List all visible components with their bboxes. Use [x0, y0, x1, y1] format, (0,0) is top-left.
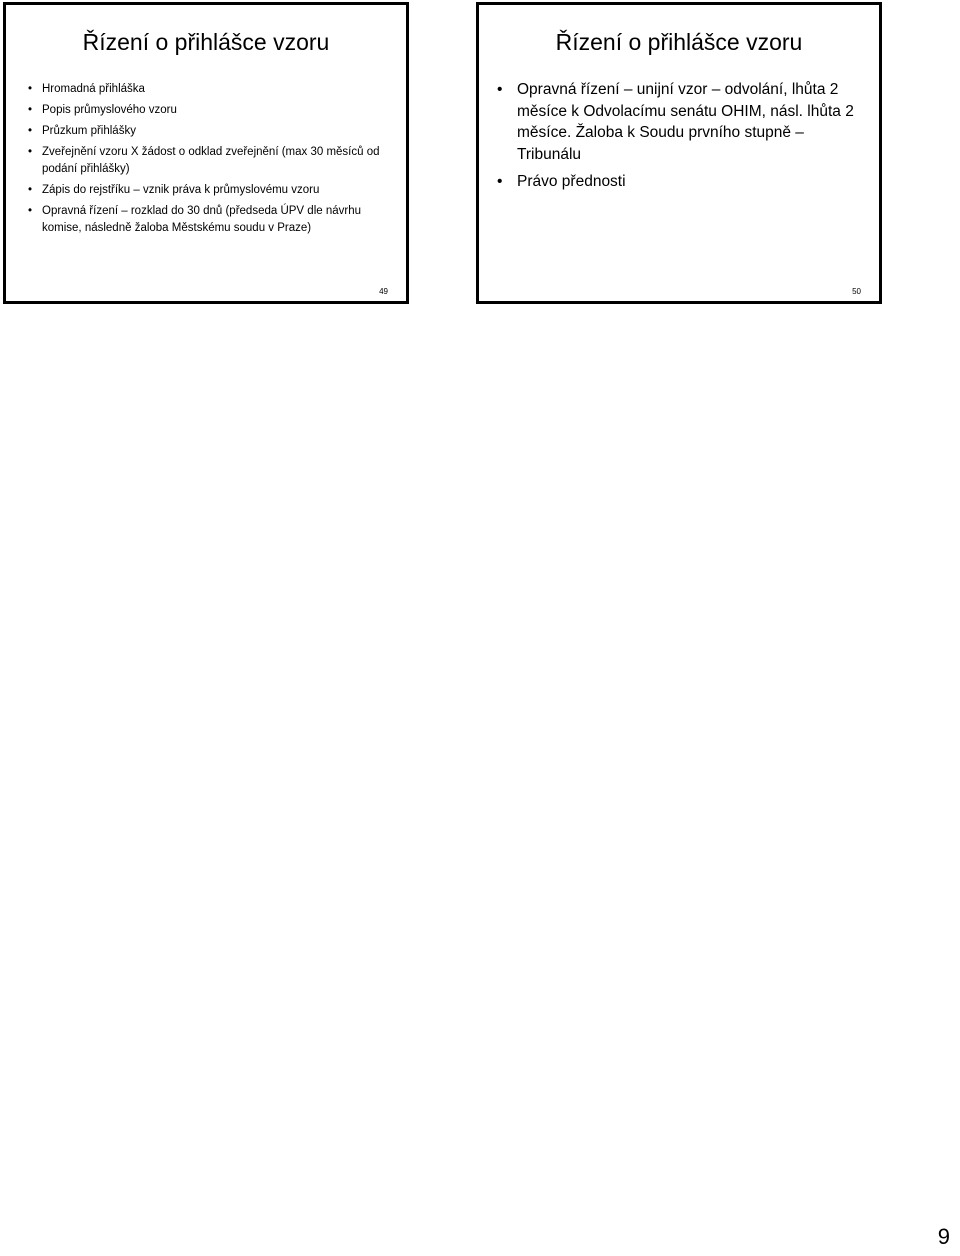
slide-50	[476, 2, 882, 304]
bullet-item: • Zveřejnění vzoru X žádost o odklad zveřejnění (max 30 měsíců od podání přihlášky)	[28, 144, 392, 178]
slide-title: Řízení o přihlášce vzoru	[555, 29, 803, 55]
bullet-item: • Hromadná přihláška	[28, 81, 392, 98]
bullet-item: • Zápis do rejstříku – vznik práva k průmyslovému vzoru	[28, 182, 392, 199]
slide-number: 49	[379, 287, 388, 296]
slide-49	[3, 2, 409, 304]
bullet-list	[28, 81, 392, 241]
bullet-item: • Průzkum přihlášky	[28, 123, 392, 140]
bullet-item: • Popis průmyslového vzoru	[28, 102, 392, 119]
slide-title: Řízení o přihlášce vzoru	[82, 29, 330, 55]
bullet-list	[491, 79, 865, 199]
bullet-item: • Právo přednosti	[491, 171, 865, 193]
bullet-item: • Opravná řízení – unijní vzor – odvolání, lhůta 2 měsíce k Odvolacímu senátu OHIM, násl. lhůta 2 měsíce. Žaloba k Soudu prvního stupně – Tribunálu	[491, 79, 865, 165]
bullet-item: • Opravná řízení – rozklad do 30 dnů (předseda ÚPV dle návrhu komise, následně žaloba Městskému soudu v Praze)	[28, 203, 392, 237]
slide-number: 50	[852, 287, 861, 296]
page-number: 9	[937, 1224, 950, 1249]
